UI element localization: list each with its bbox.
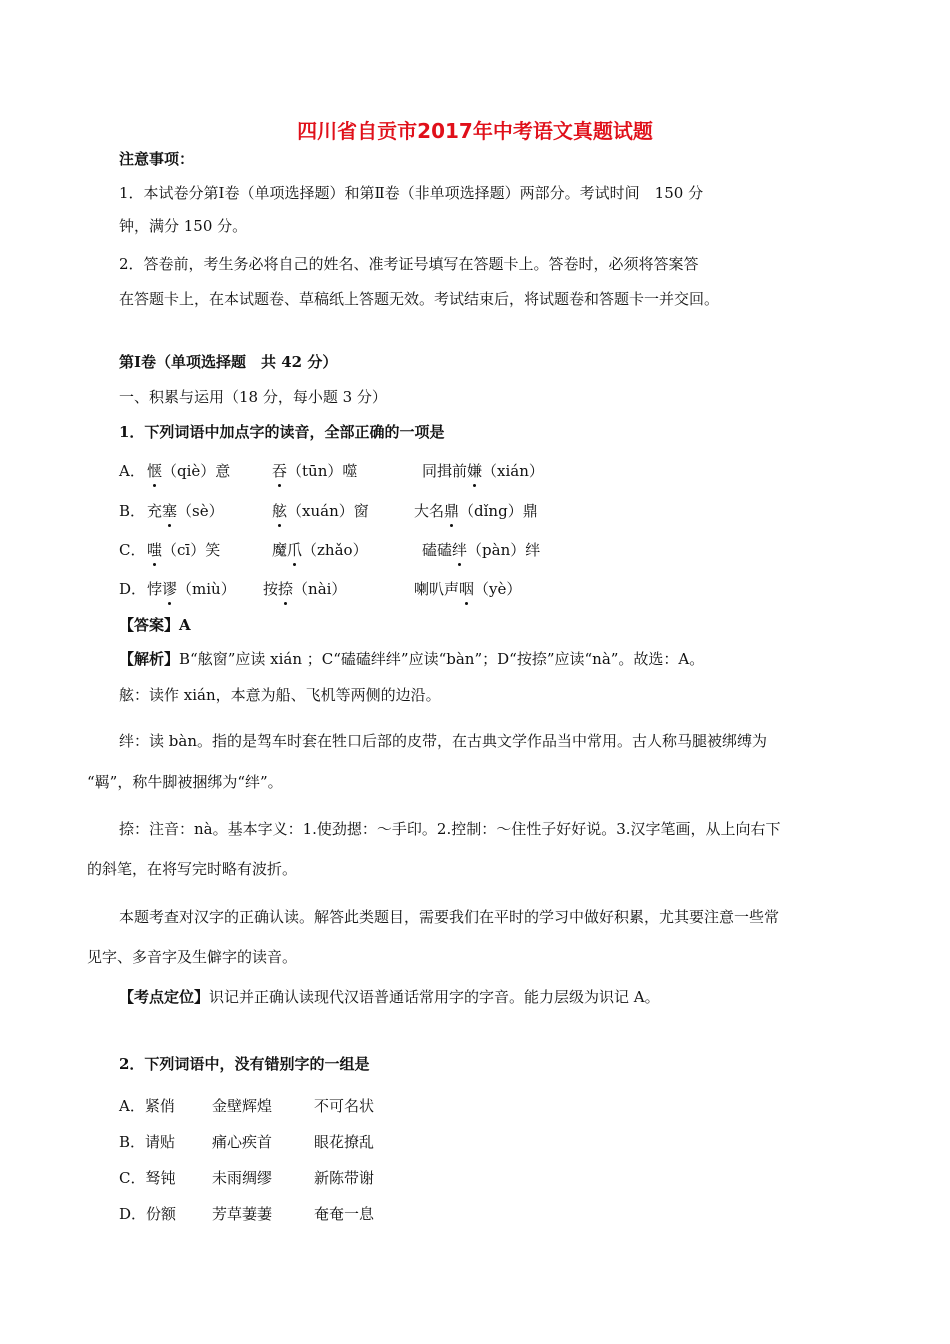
answer-label: 【答案】 bbox=[119, 616, 180, 634]
exam-point-text: 识记并正确认读现代汉语普通话常用字的字音。能力层级为识记 A。 bbox=[209, 988, 660, 1006]
analysis-note-3-cont: 的斜笔，在将写完时略有波折。 bbox=[87, 860, 298, 878]
q2-option-b: B．请贴 bbox=[119, 1133, 176, 1151]
notice-heading: 注意事项： bbox=[119, 150, 195, 168]
q2-option-a-word-3: 不可名状 bbox=[314, 1097, 375, 1115]
notice-item-2-cont: 在答题卡上，在本试题卷、草稿纸上答题无效。考试结束后，将试题卷和答题卡一并交回。 bbox=[119, 290, 720, 308]
option-a-word-3: 同揖前嫌（xián） bbox=[422, 462, 544, 480]
dotted-char: 谬 bbox=[162, 580, 178, 598]
analysis-line bbox=[119, 648, 704, 669]
stem-emphasis: 没有错别字 bbox=[234, 1055, 310, 1073]
option-a-word-1: 惬（qiè）意 bbox=[147, 462, 231, 480]
option-a-label: A． bbox=[119, 462, 145, 480]
q2-option-c: C．驽钝 bbox=[119, 1169, 176, 1187]
option-b-word-3: 大名鼎（dǐng）鼎 bbox=[414, 502, 538, 520]
stem-text: 2．下列词语中， bbox=[119, 1055, 235, 1073]
analysis-note-2-cont: “羁”，称牛脚被捆绑为“绊”。 bbox=[87, 773, 283, 791]
notice-item-2: 2．答卷前，考生务必将自己的姓名、准考证号填写在答题卡上。答卷时，必须将答案答 bbox=[119, 255, 699, 273]
option-d-word-2: 按捺（nài） bbox=[263, 580, 347, 598]
dotted-char: 绊 bbox=[452, 541, 468, 559]
dotted-char: 舷 bbox=[272, 502, 288, 520]
q2-option-d: D．份额 bbox=[119, 1205, 177, 1223]
analysis-note-3: 捺：注音：nà。基本字义：1.使劲摁：～手印。2.控制：～住性子好好说。3.汉字笔画，从上向右下 bbox=[119, 820, 781, 838]
option-d-label: D． bbox=[119, 580, 147, 598]
option-c-label: C． bbox=[119, 541, 146, 559]
stem-text: 的一项是 bbox=[384, 423, 445, 441]
dotted-char: 塞 bbox=[162, 502, 178, 520]
part-heading: 一、积累与运用（18 分，每小题 3 分） bbox=[119, 388, 387, 406]
dotted-char: 捺 bbox=[278, 580, 294, 598]
option-c-word-1: 嗤（cī）笑 bbox=[147, 541, 221, 559]
option-a-word-2: 吞（tūn）噬 bbox=[272, 462, 358, 480]
question-2-stem bbox=[119, 1053, 369, 1074]
option-c-word-2: 魔爪（zhǎo） bbox=[272, 541, 368, 559]
q2-option-d-word-3: 奄奄一息 bbox=[314, 1205, 375, 1223]
q2-option-c-word-3: 新陈带谢 bbox=[314, 1169, 375, 1187]
exam-point-label: 【考点定位】 bbox=[119, 988, 210, 1006]
option-c-word-3: 磕磕绊（pàn）绊 bbox=[422, 541, 541, 559]
page-title: 四川省自贡市2017年中考语文真题试题 bbox=[297, 119, 653, 143]
q2-option-a: A．紧俏 bbox=[119, 1097, 175, 1115]
q2-option-d-word-2: 芳草萋萋 bbox=[212, 1205, 273, 1223]
analysis-note-2: 绊：读 bàn。指的是驾车时套在牲口后部的皮带，在古典文学作品当中常用。古人称马腿被绑缚为 bbox=[119, 732, 767, 750]
option-b-word-1: 充塞（sè） bbox=[147, 502, 224, 520]
option-d-word-3: 喇叭声咽（yè） bbox=[414, 580, 522, 598]
answer-line bbox=[119, 614, 191, 635]
analysis-text: B“舷窗”应读 xián ；C“磕磕绊绊”应读“bàn”；D“按捺”应读“nà”。故选：A。 bbox=[179, 650, 705, 668]
dotted-char: 鼎 bbox=[444, 502, 460, 520]
analysis-note-1: 舷：读作 xián，本意为船、飞机等两侧的边沿。 bbox=[119, 686, 441, 704]
option-b-word-2: 舷（xuán）窗 bbox=[272, 502, 369, 520]
dotted-char: 嫌 bbox=[467, 462, 483, 480]
answer-value: A bbox=[179, 616, 191, 634]
dotted-char: 爪 bbox=[287, 541, 303, 559]
stem-text: 1．下列词语中加点字的读音， bbox=[119, 423, 325, 441]
notice-item-1: 1．本试卷分第Ⅰ卷（单项选择题）和第Ⅱ卷（非单项选择题）两部分。考试时间 150 分 bbox=[119, 184, 704, 202]
option-b-label: B． bbox=[119, 502, 146, 520]
stem-text: 的一组是 bbox=[309, 1055, 370, 1073]
section-heading: 第Ⅰ卷（单项选择题 共 42 分） bbox=[119, 353, 338, 371]
notice-item-1-cont: 钟，满分 150 分。 bbox=[119, 217, 248, 235]
analysis-label: 【解析】 bbox=[119, 650, 180, 668]
stem-emphasis: 全部正确 bbox=[324, 423, 385, 441]
dotted-char: 吞 bbox=[272, 462, 288, 480]
q2-option-c-word-2: 未雨绸缪 bbox=[212, 1169, 273, 1187]
exam-point-line bbox=[119, 986, 660, 1007]
question-1-stem bbox=[119, 421, 444, 442]
dotted-char: 惬 bbox=[147, 462, 163, 480]
q2-option-a-word-2: 金壁辉煌 bbox=[212, 1097, 273, 1115]
dotted-char: 咽 bbox=[459, 580, 475, 598]
option-d-word-1: 悖谬（miù） bbox=[147, 580, 236, 598]
q2-option-b-word-2: 痛心疾首 bbox=[212, 1133, 273, 1151]
analysis-note-4-cont: 见字、多音字及生僻字的读音。 bbox=[87, 948, 298, 966]
q2-option-b-word-3: 眼花撩乱 bbox=[314, 1133, 375, 1151]
dotted-char: 嗤 bbox=[147, 541, 163, 559]
analysis-note-4: 本题考查对汉字的正确认读。解答此类题目，需要我们在平时的学习中做好积累，尤其要注意一些常 bbox=[119, 908, 780, 926]
